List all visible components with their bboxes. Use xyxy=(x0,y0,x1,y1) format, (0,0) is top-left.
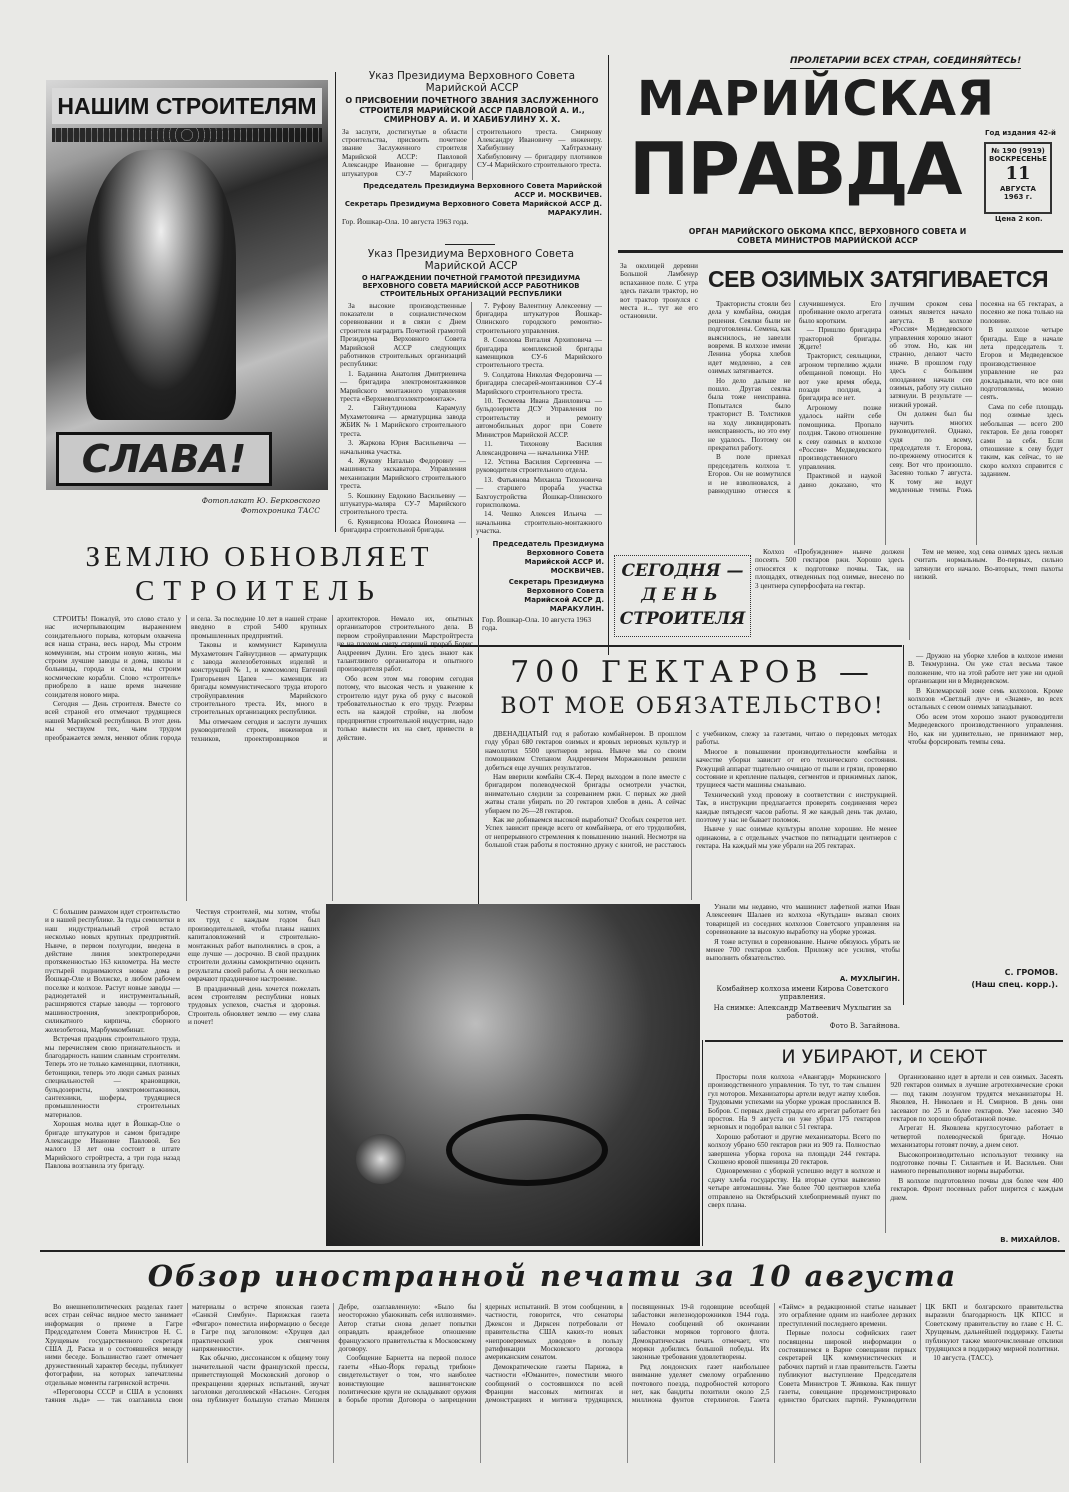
sev-author-note: (Наш спец. корр.). xyxy=(971,980,1058,989)
paragraph: Чествуя строителей, мы хотим, чтобы их труд с каждым годом был производительней, чтобы планы наших капиталовложений и строительно-монтажных работ выполнялись в срок, а еще лучше — досрочно. В свой праздник строители должны самокритично оценить результаты своей работы. А они несколько омрачают праздничное настроение. xyxy=(188,908,320,984)
poster-source: Фотохроника ТАСС xyxy=(240,506,320,515)
paragraph: Тем не менее, ход сева озимых здесь нельзя считать нормальным. Во-первых, сильно затянули его начало. Во-вторых, темп пахоты низкий. xyxy=(914,548,1063,582)
list-item: 1. Баданина Анатолия Дмитриевича — бригадира электромонтажников Марийского монтажного управления треста «Верхневолгоэлектромонтаж». xyxy=(340,369,466,404)
decree2-signature-secretary: Секретарь Президиума Верховного Совета Марийской АССР Д. МАРАКУЛИН. xyxy=(508,578,604,613)
paragraph: Во внешнеполитических разделах газет всех стран сейчас видное место занимает информация о приеме в Гагре Председателем Совета Министров Н. С. Хрущевым государственного секретаря США Д. Раска и о состоявшейся между ними беседе. Большинство газет отмечает дружественный характер беседы, публикует фотографии, на которых запечатлены отдельные моменты гагринской встречи. xyxy=(45,1303,183,1387)
zemlyu-headline xyxy=(45,540,473,608)
decree1-signature-secretary: Секретарь Президиума Верховного Совета Марийской АССР Д. МАРАКУЛИН. xyxy=(344,199,602,217)
builders-day-line1: СЕГОДНЯ — xyxy=(621,561,744,581)
sev-intro: За околицей деревни Большой Ламбенур вспаханное поле. С утра здесь пахали трактор, но вот трактор тронулся с места и... тут же его остановили. xyxy=(620,262,698,321)
list-item: 4. Жукову Наталью Федоровну — машиниста экскаватора. Управления механизации Марийского строительного треста. xyxy=(340,456,466,491)
list-item: 3. Жаркова Юрия Васильевича — начальника участка. xyxy=(340,439,466,456)
masthead-organ: ОРГАН МАРИЙСКОГО ОБКОМА КПСС, ВЕРХОВНОГО СОВЕТА И СОВЕТА МИНИСТРОВ МАРИЙСКОЙ АССР xyxy=(688,227,967,245)
decree-honorary-title xyxy=(342,70,602,226)
paragraph: Таковы и коммунист Каримулла Мухаметович Гайнутдинов — арматурщик с завода железобетонных изделий и конструкций № 1, и комсомолец Евгений Григорьевич Цапев — каменщик из бригады коммунистического труда второго стройуправления Марийского строительного треста. Их, много в строительных организациях республики. xyxy=(191,641,327,717)
list-item: 7. Руфову Валентину Алексеевну — бригадира штукатуров Йошкар-Олинского городского ремонтно-строительного управления. xyxy=(476,301,602,335)
paragraph: В поле приехал председатель колхоза т. Егоров. Он не возмутился и не взволновался, а равнодушно отнесся к случившемуся. Его пробивание около агрегата было коротким. xyxy=(708,300,882,495)
decree1-place-date: Гор. Йошкар-Ола. 10 августа 1963 года. xyxy=(342,217,469,226)
paragraph: В праздничный день хочется пожелать всем строителям республики новых трудовых успехов, счастья и здоровья. Строитель обновляет землю — ему слава и почет! xyxy=(188,984,320,1027)
paragraph: Агроному позже удалось найти себе помощника. Пропало полдня. Таково отношение к севу озимых в колхозе «Россия» Медведевского производственного управления. xyxy=(798,403,882,471)
column-divider xyxy=(903,645,904,1005)
decree1-body: За заслуги, достигнутые в области строительства, присвоить почетное звание Заслуженного строителя Марийской АССР: Павловой Александре Ивановне — бригадиру штукатуров СУ-7 Марийского строительного треста. Смирнову Александру Ивановичу — инженеру. Хабибулину Хабтрахману Хабибуловичу — бригадиру плотников СУ-4 Марийского строительного треста. xyxy=(342,127,602,178)
paragraph: — Дружно на уборке хлебов в колхозе имени В. Текмурзина. Он уже стал весьма такое положение, что на этой работе нет уже ни одной организации ни в Медведевском. xyxy=(908,652,1063,686)
paragraph: Технический уход провожу в соответствии с инструкцией. Так, в инструкции предлагается проверять соединения через каждые пятьдесят часов работы. Я же каждый день так делаю, поэтому у нас не бывает поломок. xyxy=(696,790,897,825)
paragraph: В колхозе подготовлено почвы для более чем 400 гектаров. Фронт посевных работ ширится с каждым днем. xyxy=(890,1176,1063,1202)
list-item: 2. Гайнутдинова Карамулу Мухаметовича — арматурщика завода ЖБИК № 1 Марийского строительного треста. xyxy=(340,404,466,438)
paragraph: Сама по себе площадь под озимые здесь небольшая — всего 200 гектаров. Ее дела говорят сами за себя. Если отношение к севу будет таким, как сейчас, то не скоро колхоз справится с заданием. xyxy=(980,402,1063,479)
paragraph: Организованно идет в артели и сев озимых. Засеять 920 гектаров озимых в лучшие агротехнические сроки — под таким лозунгом трудятся механизаторы Н. Яковлев, Н. Николаев и Н. Смирнов. В день они засевают по 25 и более гектаров. Уже засеяно 340 гектаров по хорошо обработанной почве. xyxy=(890,1073,1063,1124)
decree2-title: Указ Президиума Верховного Совета Марийской АССР xyxy=(367,248,575,272)
masthead-rule xyxy=(618,250,1063,253)
paragraph: Обо всем этом мы говорим сегодня потому, что высокая честь и уважение к строителю идут рука об руку с высокой требовательностью к его труду. Резервы есть на каждой стройке, на любом предприятии строительной индустрии, надо только вывести их на свет, привести в действие. xyxy=(337,674,473,742)
zemlyu-body xyxy=(45,615,473,901)
issue-year: 1963 г. xyxy=(1003,193,1033,201)
photo-steering-wheel xyxy=(446,1114,608,1186)
paragraph: Практикой и наукой давно доказано, что лучшим сроком сева озимых является начало августа. В колхозе «Россия» Медведевского управления хорошо знают об этом. Но, как ни странно, делают часто иначе. В прошлом году здесь с большим опозданием начали сев озимых, работу эту сильно затянули. В результате — низкий урожай. xyxy=(798,300,973,489)
paragraph: Просторы поля колхоза «Авангард» Моркинского производственного управления. То тут, то там слышен гул моторов. Механизаторы артели ведут жатву хлебов. Трудовыми успехами на уборке урожая прославился В. Бобров. С первых дней страды его агрегат работает без простоя. На 9 августа он уже убрал 175 гектаров зерновых и подобрал валки с 51 гектара. xyxy=(708,1073,881,1132)
paragraph: СТРОИТЬ! Пожалуй, это слово стало у нас исчерпывающим выражением созидательного порыва, которым охвачена вся наша страна, весь народ. Мы строим коммунизм, мы строим новую жизнь, мы строим лучшие заводы и дома, школы и больницы, города и села, мы строим космические корабли. Слово «строитель» приобрело в наше время значение созидателя нового мира. xyxy=(45,615,181,699)
ubirayut-author: В. МИХАЙЛОВ. xyxy=(1000,1236,1060,1244)
poster-image xyxy=(46,80,328,490)
column-divider xyxy=(702,1040,703,1246)
newspaper-title-line2: ПРАВДА xyxy=(629,127,961,211)
decree2-subtitle: О НАГРАЖДЕНИИ ПОЧЕТНОЙ ГРАМОТОЙ ПРЕЗИДИУМА ВЕРХОВНОГО СОВЕТА МАРИЙСКОЙ АССР РАБОТНИКОВ СТРОИТЕЛЬНЫХ ОРГАНИЗАЦИЙ РЕСПУБЛИКИ xyxy=(361,274,581,299)
issue-weekday: ВОСКРЕСЕНЬЕ xyxy=(989,155,1047,163)
paragraph: В колхозе четыре бригады. Еще в начале лета председатель т. Егоров и Медведевское производственное управление не раз докладывали, что все они подготовлены, можно сеять. xyxy=(980,326,1063,402)
poster-credit: Фотоплакат Ю. Берковского xyxy=(201,496,320,505)
list-item: 14. Чешко Алексея Ильича — начальника строительно-монтажного участка. xyxy=(476,510,602,536)
hectares-headline xyxy=(485,656,900,724)
paragraph: Нам вверили комбайн СК-4. Перед выходом в поле вместе с бригадиром полеводческой бригады осмотрели участки, внимательно следили за созреванием ржи. С первых же дней жатвы стали убирать по 20 гектаров хлебов в день. А сейчас убираем по 26—28 гектаров. xyxy=(485,773,686,815)
sev-body xyxy=(620,300,1063,545)
paragraph: Агрегат Н. Яковлева круглосуточно работает в четвертой полеводческой бригаде. Ночью механизаторы готовят почву, а днем сеют. xyxy=(890,1124,1063,1150)
paragraph: «Переговоры СССР и США в условиях таяния льда» — так озаглавила свои материалы о встрече японская газета «Санкэй Симбун». Парижская газета «Фигаро» поместила информацию о беседе в Гагре под заголовком: «Хрущев дал практический урок смягчения напряженности». xyxy=(45,1303,330,1405)
year-of-publication: Год издания 42-й xyxy=(985,129,1056,137)
builders-day-box xyxy=(614,555,751,637)
paragraph: Первые полосы софийских газет посвящены широкой информации о состоявшемся в Варне совещании первых секретарей ЦК коммунистических и рабочих партий и глав правительств. Газеты публикуют выступление Председателя Совета Министров Т. Живкова. Как пишут газеты, совещание продемонстрировало единство братских партий. Руководители ЦК БКП и болгарского правительства выразили благодарность ЦК КПСС и Советскому правительству во главе с Н. С. Хрущевым, дальнейшей поддержку. Газеты публикуют также многочисленные отклики трудящихся в поддержку мирной политики. xyxy=(778,1303,1063,1405)
ubirayut-headline: И УБИРАЮТ, И СЕЮТ xyxy=(781,1046,987,1068)
column-divider xyxy=(608,55,609,655)
decree2-signature-chairman: Председатель Президиума Верховного Совета Марийской АССР И. МОСКВИЧЕВ. xyxy=(492,540,604,575)
paragraph: Я тоже вступил в соревнование. Нынче обязуюсь убрать не менее 700 гектаров хлебов. Приложу все усилия, чтобы выполнить обязательство. xyxy=(706,937,900,963)
paragraph: Многое в повышении производительности комбайна и качестве уборки зависит от его технического состояния. Режущий аппарат тщательно очищаю от пыли и грязи, проверяю состояние и крепление пальцев, сегментов и прижимных лапок, трущиеся части машины смазываю. xyxy=(696,747,897,790)
hectares-signoff xyxy=(705,975,900,1030)
poster-builder-figure xyxy=(86,150,236,420)
builders-day-line3: СТРОИТЕЛЯ xyxy=(619,609,746,629)
list-item: 6. Куянцисова Юозаса Йоновича — бригадира строительной бригады. xyxy=(340,517,466,535)
paragraph: Демократические газеты Парижа, в частности «Юманите», поместили много сообщений о состоявшихся по всей Франции массовых митингах и демонстрациях и митинга трудящихся, посвященных 19-й годовщине всеобщей забастовки железнодорожников 1944 года. Немало сообщений об окончании забастовки моряков торгового флота. Демократическая печать отмечает, что моряки добились большой победы. Их законные требования удовлетворены. xyxy=(485,1303,770,1405)
decree1-title: Указ Президиума Верховного Совета Марийской АССР xyxy=(368,70,576,94)
paragraph: Хорошо работают и другие механизаторы. Всего по колхозу убрано 650 гектаров ржи из 909 га. Полностью завершена уборка гороха на площади 244 гектара. Скошено яровой пшеницы 20 гектаров. xyxy=(708,1132,881,1167)
paragraph: Хорошая молва идет в Йошкар-Оле о бригаде штукатуров и самом бригадире Александре Ивановне Павловой. Без малого 13 лет она состоит в штате Марийского стройтреста, а три года назад Павлова возглавила эту бригаду. xyxy=(45,1120,180,1171)
list-item: 8. Соколова Виталия Архиповича — бригадира комплексной бригады каменщиков СУ-6 Марийского строительного треста. xyxy=(476,336,602,370)
decree2-place-date: Гор. Йошкар-Ола. 10 августа 1963 года. xyxy=(482,616,592,633)
decree1-signature-chairman: Председатель Президиума Верховного Совета Марийской АССР И. МОСКВИЧЕВ. xyxy=(363,181,602,199)
paragraph: Ряд лондонских газет наибольшее внимание уделяет смелому ограблению почтового поезда, подробностей которого нет, как бандиты похитили около 2,5 миллиона фунтов стерлингов. Газета «Таймс» в редакционной статье называет это ограбление одним из наиболее дерзких преступлений последнего времени. xyxy=(631,1303,917,1405)
column-divider xyxy=(478,538,479,904)
masthead xyxy=(615,52,1065,252)
paragraph: Нынче у нас озимые культуры вполне хорошие. Не менее одинаковы, а с отдельных участков по пятнадцати центнеров с гектара. На каждый мы уже убрали на 205 гектарах. xyxy=(696,825,897,851)
paragraph: ДВЕНАДЦАТЫЙ год я работаю комбайнером. В прошлом году убрал 680 гектаров озимых и яровых зерновых культур и намолотил 5500 центнеров зерна. Нынче мы со своим помощником Степаном Андреевичем Моржановым решили добиться еще лучших результатов. xyxy=(485,730,686,772)
section-rule xyxy=(40,1250,1065,1252)
hectares-body xyxy=(485,730,897,900)
decree-diploma xyxy=(340,248,602,538)
paragraph: В Килемарской зоне семь колхозов. Кроме колхозов «Светлый луч» и «Знамя», во всех остальных с севом озимых запаздывают. xyxy=(908,686,1063,712)
paragraph: Одновременно с уборкой успешно ведут в колхозе и сдачу хлеба государству. На вторые сутки вывезено четыре автомашины. Уже более 700 центнеров хлеба отправлено на Октябрьский хлебоприемный пункт по сверх плана. xyxy=(708,1167,881,1210)
issue-date-box xyxy=(984,142,1052,214)
zemlyu-body-lower-2 xyxy=(188,908,320,1246)
decree2-signoff xyxy=(482,540,604,633)
combine-operator-photo xyxy=(326,904,700,1246)
sev-body-lower xyxy=(755,548,1063,640)
list-item: 10. Тесмеева Ивана Даниловича — бульдозериста ДСУ Управления по строительству и ремонту автомобильных дорог при Совете Министров Марийской АССР. xyxy=(476,397,602,439)
hectares-author: А. МУХЛЫГИН. xyxy=(839,975,900,983)
photo-caption: На снимке: Александр Матвеевич Мухлыгин за работой. xyxy=(713,1003,892,1020)
hectares-body-continued xyxy=(706,903,900,964)
paragraph: Мы отмечаем сегодня и заслуги лучших руководителей строек, инженеров и техников, проектировщиков и архитекторов. Немало их, опытных организаторов строительного дела. В первом стройуправлении Марстройтреста не на плохом счету старший прораб Борис Андреевич Дулин. Его здесь знают как талантливого организатора и опытного производителя работ. xyxy=(191,615,473,743)
zemlyu-body-lower xyxy=(45,908,180,1246)
sev-headline: СЕВ ОЗИМЫХ ЗАТЯГИВАЕТСЯ xyxy=(708,266,1049,292)
builders-day-line2: ДЕНЬ xyxy=(641,585,724,605)
poster-dots xyxy=(52,128,322,142)
zemlyu-headline-line2: СТРОИТЕЛЬ xyxy=(135,575,383,607)
zemlyu-headline-line1: ЗЕМЛЮ ОБНОВЛЯЕТ xyxy=(85,541,433,573)
issue-month: АВГУСТА xyxy=(1000,185,1036,193)
masthead-slogan: ПРОЛЕТАРИИ ВСЕХ СТРАН, СОЕДИНЯЙТЕСЬ! xyxy=(790,56,1021,69)
paragraph: Встречая праздник строительного труда, мы перечисляем свою признательность и благодарность нашим славным строителям. Теперь это не только каменщики, плотники, бетонщики, теперь это люди самых разных специальностей — крановщики, бульдозеристы, электромонтажники, сантехники, шоферы, трудящиеся промышленности строительных материалов. xyxy=(45,1035,180,1119)
paragraph: С большим размахом идет строительство и в нашей республике. За годы семилетки в наш индустриальный строй встало несколько новых крупных предприятий. Нынче, в первом полугодии, введена в действие линия электропередачи протяженностью 163 километра. На месте пустырей поднимаются новые дома в Йошкар-Оле и Волжске, в любом рабочем поселке и колхозе. Растут новые заводы — радиодеталей и инструментальный, расширяются старые заводы — торгового машиностроения, электроприборов, силикатного кирпича, сборного железобетона, Марбумкомбинат. xyxy=(45,908,180,1034)
poster-bottom-text: СЛАВА! xyxy=(56,432,272,486)
ubirayut-body xyxy=(708,1073,1063,1233)
paragraph: Колхоз «Пробуждение» нынче должен посеять 500 гектаров ржи. Хорошо здесь относятся к подготовке почвы. Так, на площадях, отведенных под озимые, внесено по 3 центнера суперфосфата на гектар. xyxy=(755,548,904,590)
sev-body-right xyxy=(908,652,1063,952)
paragraph: Узнали мы недавно, что машинист лафетной жатки Иван Алексеевич Шалаев из колхоза «Кутьдаш» вызвал своих товарищей из соседних колхозов Советского управления на соревнование за высокую выработку на уборке урожая. xyxy=(706,903,900,937)
hectares-author-role: Комбайнер колхоза имени Кирова Советского управления. xyxy=(716,984,889,1001)
decree2-list xyxy=(340,302,602,538)
paragraph: Как же добиваемся высокой выработки? Особых секретов нет. Успех зависит прежде всего от комбайнера, от его трудолюбия, от непрерывного стремления к повышению знаний. Несмотря на большой стаж работы я постоянно дружу с книгой, не расстаюсь с учебником, слежу за газетами, читаю о передовых методах работы. xyxy=(485,730,897,850)
list-item: 11. Тихонову Василия Александровича — начальника УНР. xyxy=(476,440,602,457)
issue-day: 11 xyxy=(1005,163,1031,184)
price: Цена 2 коп. xyxy=(995,215,1043,223)
divider xyxy=(445,244,495,245)
list-item: 5. Кошкину Евдокию Васильевну — штукатура-маляра СУ-7 Марийского строительного треста. xyxy=(340,491,466,517)
paragraph: Он должен был бы научить многих руководителей. Однако, судя по всему, председателя т. Егорова, по-прежнему относится к севу. Вот что произошло. Засеяно только 7 августа. К тому же ведут медленные темпы. Рожь посеяна на 65 гектарах, а посеяно же пока только на половине. xyxy=(889,300,1063,494)
paragraph: Сегодня — День строителя. Вместе со всей страной его отмечают трудящиеся нашей Марийской республики. В этот день мы чествуем тех, чьим трудом преображается земля, меняют облик города и села. За последние 10 лет в нашей стране введено в строй 5400 крупных промышленных предприятий. xyxy=(45,615,327,742)
review-headline: Обзор иностранной печати за 10 августа xyxy=(147,1259,958,1293)
paragraph: Трактористы стояли без дела у комбайна, ожидая решения. Сеялки были не подготовлены. Семена, как выяснилось, не завезли вовремя. В колхозе имени Ленина уборка хлебов идет медленно, а сев озимых затягивается. xyxy=(708,300,791,376)
list-item: 9. Солдатова Николая Федоровича — бригадира слесарей-монтажников СУ-4 Марийского строительного треста. xyxy=(476,370,602,396)
paragraph: Сообщение Барнетта на первой полосе газеты «Нью-Йорк геральд трибюн» свидетельствует о том, что наиболее воинствующие вашингтонские политические круги не складывают оружия в борьбе против Договора о запрещении ядерных испытаний. В этом сообщении, в частности, говорится, что сенаторы Джексон и Дирксен потребовали от правительства США каких-то новых «непроверяемых доводов» в пользу ратификации Московского договора американским сенатом. xyxy=(338,1303,623,1405)
hectares-headline-line2: ВОТ МОЕ ОБЯЗАТЕЛЬСТВО! xyxy=(500,694,885,719)
column-divider xyxy=(335,72,336,532)
newspaper-title-line1: МАРИЙСКАЯ xyxy=(637,71,996,127)
issue-number: № 190 (9919) xyxy=(991,147,1045,155)
hectares-headline-line1: 700 ГЕКТАРОВ — xyxy=(510,655,875,690)
paragraph: Высокопроизводительно используют технику на подготовке почвы Г. Силантьев и И. Васильев. Они намного перевыполняют нормы выработки. xyxy=(890,1150,1063,1176)
section-rule xyxy=(705,1040,1063,1042)
poster-top-text: НАШИМ СТРОИТЕЛЯМ xyxy=(52,88,322,124)
paragraph: Как обычно, диссонансом к общему тону значительной части французской прессы, приветствующей Московский договор о прекращении ядерных испытаний, звучат заголовки деголлевской «Насьон». Сегодня она публикует большую статью Мишеля Дебре, озаглавленную: «Было бы неосторожно убаюкивать себя иллюзиями». Автор статьи снова делает попытки оправдать враждебное отношение французского правительства к Московскому договору. xyxy=(191,1303,477,1405)
photo-credit: Фото В. Загайнова. xyxy=(829,1021,900,1030)
review-body xyxy=(45,1303,1063,1463)
paragraph: 10 августа. (ТАСС). xyxy=(933,1354,994,1363)
list-item: 13. Фатьянова Михаила Тихоновича — старшего прораба участка Бахгоустройства Йошкар-Олинского горисполкома. xyxy=(476,475,602,509)
paragraph: Обо всем этом хорошо знают руководители Медведевского производственного управления. Но, как ни удивительно, не принимают мер, чтобы форсировать темпы сева. xyxy=(908,712,1063,747)
paragraph: — Пришлю бригадира тракторной бригады. Ждите! xyxy=(798,326,882,352)
decree2-intro: За высокие производственные показатели в социалистическом соревновании и в связи с Днем строителя наградить Почетной грамотой Президиума Верховного Совета Марийской АССР следующих работников строительных организаций республики: xyxy=(340,301,466,369)
decree1-subtitle: О ПРИСВОЕНИИ ПОЧЕТНОГО ЗВАНИЯ ЗАСЛУЖЕННОГО СТРОИТЕЛЯ МАРИЙСКОЙ АССР ПАВЛОВОЙ А. И., СМИРНОВУ А. И. И ХАБИБУЛИНУ Х. Х. xyxy=(345,96,599,124)
paragraph: Но дело дальше не пошло. Другая сеялка была тоже неисправна. Попытался было тракторист В. Толстиков на ходу ликвидировать неисправность, но это ему не удалось. Поэтому он прекратил работу. xyxy=(708,376,791,452)
photo-headlamp xyxy=(356,1134,406,1184)
paragraph: Тракторист, сеяльщики, агроном терпеливо ждали обещанной помощи. Но вот уже время обеда, позади полдня, а бригадира все нет. xyxy=(798,352,882,403)
sev-author: С. ГРОМОВ. xyxy=(1004,968,1058,977)
list-item: 12. Устина Василия Сергеевича — руководителя строительного отдела. xyxy=(476,457,602,475)
